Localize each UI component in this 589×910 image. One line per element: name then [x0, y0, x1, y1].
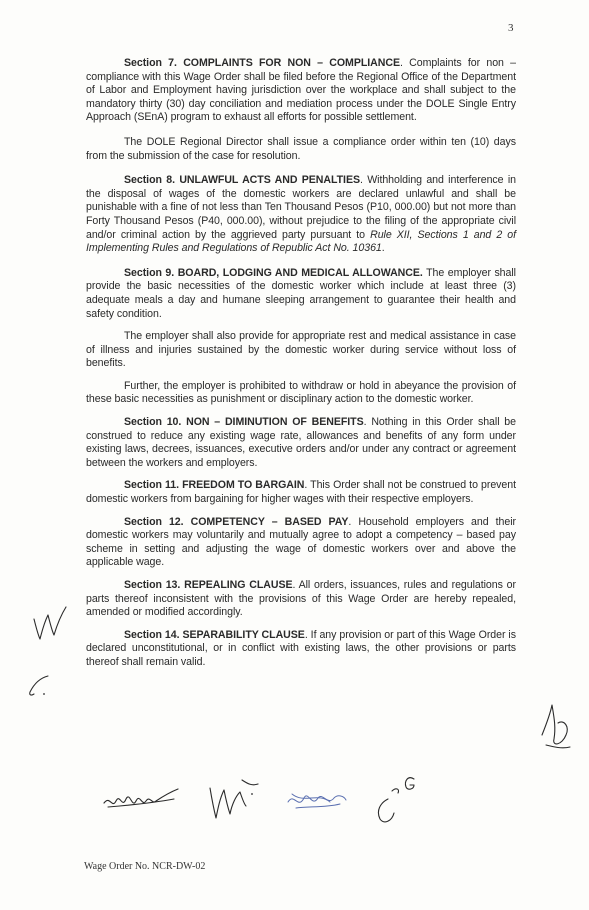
section-title: BOARD, LODGING AND MEDICAL ALLOWANCE. [177, 266, 423, 279]
section-text: Further, the employer is prohibited to withdraw or hold in abeyance the provision of these basic necessities as punishment or disciplinary action to the domestic worker. [86, 379, 516, 406]
footer-wage-order: Wage Order No. NCR-DW-02 [84, 861, 206, 872]
section-title: COMPETENCY – BASED PAY [190, 515, 349, 528]
section-9-paragraph-3 [86, 380, 516, 407]
section-text-tail: . [381, 242, 385, 255]
section-8 [86, 174, 516, 256]
section-7-paragraph-2 [86, 136, 516, 163]
page-number: 3 [508, 22, 514, 34]
section-title: REPEALING CLAUSE [184, 579, 293, 591]
section-number: Section 12. [124, 515, 184, 528]
section-13 [86, 579, 516, 620]
section-text: The employer shall also provide for appropriate rest and medical assistance in case of illness and injuries sustained by the domestic worker during service without loss of benefits. [86, 330, 516, 370]
section-citation: Rule XII, Sections 1 and 2 of Implementing Rules and Regulations of Republic Act No. 10361 [86, 228, 517, 255]
section-number: Section 8. [124, 174, 175, 187]
document-body [86, 57, 516, 679]
section-text: The DOLE Regional Director shall issue a compliance order within ten (10) days from the submission of the case for resolution. [86, 135, 516, 162]
section-number: Section 14. [124, 628, 180, 641]
section-9 [86, 267, 516, 321]
section-title: FREEDOM TO BARGAIN [182, 479, 305, 492]
section-11 [86, 479, 516, 506]
signature-1 [102, 785, 182, 815]
section-text: The employer shall provide the basic necessities of the domestic worker which include at least three (3) adequate meals a day and humane sleeping arrangement to guarantee their health and safety condition. [86, 266, 516, 320]
section-7 [86, 57, 516, 125]
section-number: Section 11. [124, 479, 179, 492]
section-title: NON – DIMINUTION OF BENEFITS [186, 416, 364, 429]
section-12 [86, 516, 516, 570]
section-number: Section 13. [124, 579, 181, 591]
signature-3 [284, 784, 350, 816]
section-text: . Household employers and their domestic workers may voluntarily and mutually agree to adopt a competency – based pay scheme in setting and adjusting the wage of domestic workers over and above the applicable wage. [86, 515, 516, 569]
margin-initial-left-2 [24, 672, 60, 700]
section-number: Section 9. [124, 266, 175, 279]
section-text: . Complaints for non – compliance with this Wage Order shall be filed before the Regional Office of the Department of Labor and Employment having jurisdiction over the workplace and shall subject to the mandatory thirty (30) day conciliation and mediation process under the DOLE Single Entry Approach (SEnA) program to exhaust all efforts for possible settlement. [86, 57, 516, 124]
section-text: . This Order shall not be construed to prevent domestic workers from bargaining for higher wages with their respective employers. [86, 479, 516, 506]
section-text: . Withholding and interference in the disposal of wages of the domestic workers are declared unlawful and shall be punishable with a fine of not less than Ten Thousand Pesos (P10, 000.00) but not more than Forty Thousand Pesos (P40, 000.00), without prejudice to the filing of the appropriate civil and/or criminal action by the aggrieved party pursuant to [86, 174, 516, 241]
section-title: COMPLAINTS FOR NON – COMPLIANCE [183, 57, 400, 69]
section-number: Section 10. [124, 416, 182, 429]
section-9-paragraph-2 [86, 330, 516, 371]
section-text: . If any provision or part of this Wage Order is declared unconstitutional, or in conflict with existing laws, the other provisions or parts thereof shall remain valid. [86, 628, 516, 668]
section-text: . All orders, issuances, rules and regulations or parts thereof inconsistent with the provisions of this Wage Order are hereby repealed, amended or modified accordingly. [86, 579, 516, 619]
margin-initial-left-1 [30, 605, 70, 645]
section-text: . Nothing in this Order shall be construed to reduce any existing wage rate, allowances and benefits of any form under existing laws, decrees, issuances, executive orders and/or under any contract or agreement between the workers and employers. [86, 416, 516, 469]
section-title: SEPARABILITY CLAUSE [182, 628, 305, 641]
section-14 [86, 629, 516, 670]
signature-4 [366, 773, 426, 829]
section-10 [86, 416, 516, 470]
section-title: UNLAWFUL ACTS AND PENALTIES [179, 174, 360, 187]
margin-initial-right [536, 695, 576, 755]
signature-2 [206, 776, 266, 824]
section-number: Section 7. [124, 57, 177, 69]
